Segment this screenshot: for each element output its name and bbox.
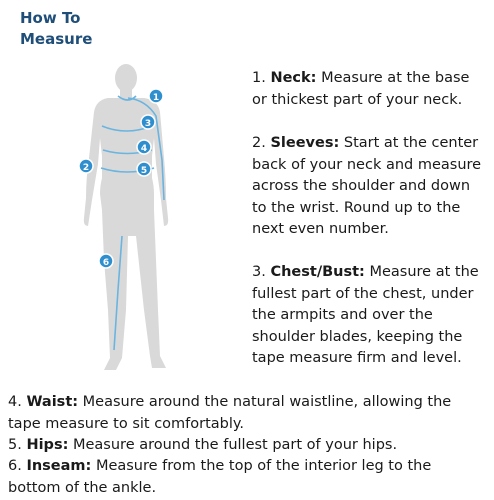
marker-4 bbox=[137, 140, 151, 154]
marker-label: 2 bbox=[82, 163, 90, 173]
step-text: Start at the center back of your neck and measure across the shoulder and down to the wrist. Round up to the next even number. bbox=[252, 135, 482, 238]
step-neck bbox=[252, 68, 488, 111]
marker-label: 1 bbox=[152, 93, 160, 103]
body-measurement-figure bbox=[70, 60, 180, 395]
step-number: 1. bbox=[252, 70, 266, 86]
step-label: Waist: bbox=[26, 394, 79, 410]
marker-label: 4 bbox=[140, 144, 148, 154]
marker-1 bbox=[149, 89, 163, 103]
step-inseam bbox=[8, 456, 488, 499]
page-title: How To Measure bbox=[20, 9, 93, 48]
step-text: Measure from the top of the interior leg to the bottom of the ankle. bbox=[8, 458, 432, 496]
step-text: Measure at the base or thickest part of your neck. bbox=[252, 70, 470, 108]
human-silhouette bbox=[84, 64, 168, 370]
step-label: Chest/Bust: bbox=[270, 264, 365, 280]
step-waist bbox=[8, 392, 488, 435]
step-label: Sleeves: bbox=[270, 135, 340, 151]
marker-2 bbox=[79, 159, 93, 173]
step-text: Measure at the fullest part of the chest, under the armpits and over the shoulder blades, keeping the tape measure firm and level. bbox=[252, 264, 479, 367]
marker-label: 5 bbox=[140, 166, 148, 176]
marker-label: 6 bbox=[102, 258, 110, 268]
step-number: 2. bbox=[252, 135, 266, 151]
step-sleeves bbox=[252, 133, 488, 241]
step-number: 5. bbox=[8, 437, 22, 453]
marker-5 bbox=[137, 162, 151, 176]
step-label: Neck: bbox=[270, 70, 317, 86]
step-number: 6. bbox=[8, 458, 22, 474]
marker-3 bbox=[141, 115, 155, 129]
step-text: Measure around the fullest part of your hips. bbox=[72, 437, 398, 453]
step-hips bbox=[8, 435, 488, 457]
step-label: Inseam: bbox=[26, 458, 92, 474]
step-chest-bust bbox=[252, 262, 488, 370]
marker-label: 3 bbox=[144, 119, 152, 129]
marker-6 bbox=[99, 254, 113, 268]
step-text: Measure around the natural waistline, allowing the tape measure to sit comfortably. bbox=[8, 394, 452, 432]
step-label: Hips: bbox=[26, 437, 69, 453]
step-number: 4. bbox=[8, 394, 22, 410]
step-number: 3. bbox=[252, 264, 266, 280]
